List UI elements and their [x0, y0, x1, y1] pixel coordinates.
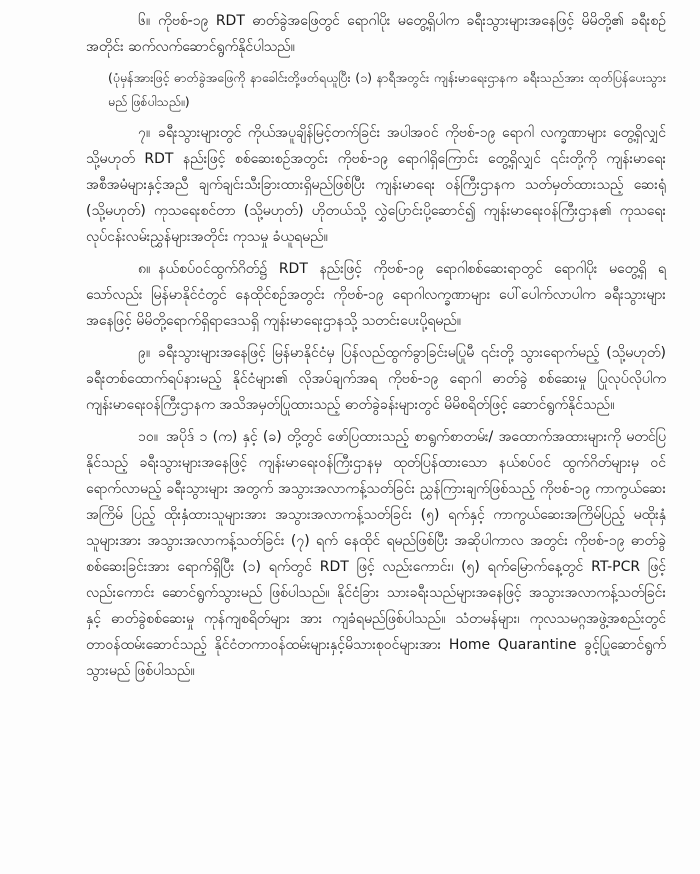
paragraph-10	[86, 424, 666, 684]
note-text: (ပုံမှန်အားဖြင့် ဓာတ်ခွဲအဖြေကို နာခေါင်းတို့ဖတ်ရယူပြီး (၁) နာရီအတွင်း ကျန်းမာရေးဌာနက ခရီးသည်အား ထုတ်ပြန်ပေးသွားမည် ဖြစ်ပါသည်။)	[108, 70, 666, 109]
paragraph-text: ခရီးသွားများအနေဖြင့် မြန်မာနိုင်ငံမှ ပြန်လည်ထွက်ခွာခြင်းမပြုမီ ၎င်းတို့ သွားရောက်မည့် (သို့မဟုတ်) ခရီးတစ်ထောက်ရပ်နားမည့် နိုင်ငံများ၏ လိုအပ်ချက်အရ ကိုဗစ်-၁၉ ရောဂါ ဓာတ်ခွဲ စစ်ဆေးမှု ပြုလုပ်လိုပါက ကျန်းမာရေးဝန်ကြီးဌာနက အသိအမှတ်ပြုထားသည့် ဓာတ်ခွဲခန်းများတွင် မိမိစရိတ်ဖြင့် ဆောင်ရွက်နိုင်သည်။	[86, 345, 666, 413]
paragraph-8	[86, 256, 666, 334]
paragraph-7	[86, 120, 666, 250]
paragraph-number: ၈။	[138, 261, 151, 277]
paragraph-text: နယ်စပ်ဝင်ထွက်ဂိတ်၌ RDT နည်းဖြင့် ကိုဗစ်-၁၉ ရောဂါစစ်ဆေးရာတွင် ရောဂါပိုး မတွေ့ရှိ ရသော်လည်း မြန်မာနိုင်ငံတွင် နေထိုင်စဉ်အတွင်း ကိုဗစ်-၁၉ ရောဂါလက္ခဏာများ ပေါ်ပေါက်လာပါက ခရီးသွားများအနေဖြင့် မိမိတို့ရောက်ရှိရာဒေသရှိ ကျန်းမာရေးဌာနသို့ သတင်းပေးပို့ရမည်။	[86, 261, 666, 329]
paragraph-number: ၁၀။	[138, 429, 158, 445]
document-body	[86, 8, 666, 690]
paragraph-text: ခရီးသွားများတွင် ကိုယ်အပူချိန်မြင့်တက်ခြင်း အပါအဝင် ကိုဗစ်-၁၉ ရောဂါ လက္ခဏာများ တွေ့ရှိလျှင် သို့မဟုတ် RDT နည်းဖြင့် စစ်ဆေးစဉ်အတွင်း ကိုဗစ်-၁၉ ရောဂါရှိကြောင်း တွေ့ရှိလျှင် ၎င်းတို့ကို ကျန်းမာရေးအစီအမံများနှင့်အညီ ချက်ချင်းသီးခြားထားရှိမည်ဖြစ်ပြီး ကျန်းမာရေး ဝန်ကြီးဌာနက သတ်မှတ်ထားသည့် ဆေးရုံ (သို့မဟုတ်) ကုသရေးစင်တာ (သို့မဟုတ်) ဟိုတယ်သို့ လွှဲပြောင်းပို့ဆောင်၍ ကျန်းမာရေးဝန်ကြီးဌာန၏ ကုသရေးလုပ်ငန်းလမ်းညွှန်များအတိုင်း ကုသမှု ခံယူရမည်။	[86, 125, 666, 245]
paragraph-text: ကိုဗစ်-၁၉ RDT ဓာတ်ခွဲအဖြေတွင် ရောဂါပိုး မတွေ့ရှိပါက ခရီးသွားများအနေဖြင့် မိမိတို့၏ ခရီးစဉ်အတိုင်း ဆက်လက်ဆောင်ရွက်နိုင်ပါသည်။	[86, 13, 666, 55]
paragraph-number: ၉။	[138, 345, 151, 361]
paragraph-6	[86, 8, 666, 60]
paragraph-number: ၆။	[138, 13, 151, 29]
paragraph-9	[86, 340, 666, 418]
paragraph-6-note	[108, 66, 666, 114]
paragraph-number: ၇။	[138, 125, 151, 141]
paragraph-text: အပိုဒ် ၁ (က) နှင့် (ခ) တို့တွင် ဖော်ပြထားသည့် စာရွက်စာတမ်း/ အထောက်အထားများကို မတင်ပြနိုင်သည့် ခရီးသွားများအနေဖြင့် ကျန်းမာရေးဝန်ကြီးဌာနမှ ထုတ်ပြန်ထားသော နယ်စပ်ဝင် ထွက်ဂိတ်များမှ ဝင်ရောက်လာမည့် ခရီးသွားများ အတွက် အသွားအလာကန့်သတ်ခြင်း ညွှန်ကြားချက်ဖြစ်သည့် ကိုဗစ်-၁၉ ကာကွယ်ဆေးအကြိမ် ပြည့် ထိုးနှံထားသူများအား အသွားအလာကန့်သတ်ခြင်း (၅) ရက်နှင့် ကာကွယ်ဆေးအကြိမ်ပြည့် မထိုးနှံသူများအား အသွားအလာကန့်သတ်ခြင်း (၇) ရက် နေထိုင် ရမည်ဖြစ်ပြီး အဆိုပါကာလ အတွင်း ကိုဗစ်-၁၉ ဓာတ်ခွဲစစ်ဆေးခြင်းအား ရောက်ရှိပြီး (၁) ရက်တွင် RDT ဖြင့် လည်းကောင်း၊ (၅) ရက်မြောက်နေ့တွင် RT-PCR ဖြင့်လည်းကောင်း ဆောင်ရွက်သွားမည် ဖြစ်ပါသည်။ နိုင်ငံခြား သားခရီးသည်များအနေဖြင့် အသွားအလာကန့်သတ်ခြင်းနှင့် ဓာတ်ခွဲစစ်ဆေးမှု ကုန်ကျစရိတ်များ အား ကျခံရမည်ဖြစ်ပါသည်။ သံတမန်များ၊ ကုလသမဂ္ဂအဖွဲ့အစည်းတွင် တာဝန်ထမ်းဆောင်သည့် နိုင်ငံတကာဝန်ထမ်းများနှင့်မိသားစုဝင်များအား Home Quarantine ခွင့်ပြုဆောင်ရွက်သွားမည် ဖြစ်ပါသည်။	[86, 429, 666, 679]
